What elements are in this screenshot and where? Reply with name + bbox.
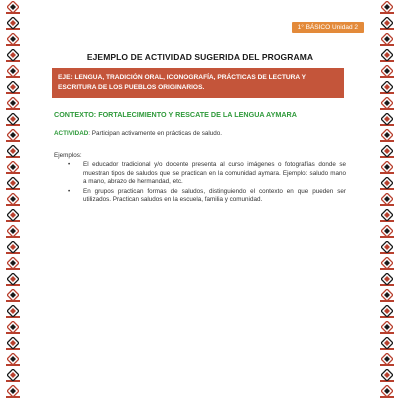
border-motif-icon <box>7 273 19 285</box>
border-motif-icon <box>7 385 19 397</box>
border-motif-icon <box>7 305 19 317</box>
right-decorative-border <box>380 0 394 400</box>
border-motif-icon <box>7 257 19 269</box>
border-motif-icon <box>7 129 19 141</box>
border-motif-icon <box>7 161 19 173</box>
border-motif-icon <box>381 321 393 333</box>
border-motif-icon <box>381 145 393 157</box>
border-motif-icon <box>7 353 19 365</box>
border-motif-icon <box>7 241 19 253</box>
examples-list <box>54 161 346 206</box>
border-motif-icon <box>381 65 393 77</box>
border-motif-icon <box>7 33 19 45</box>
border-motif-icon <box>7 177 19 189</box>
border-motif-icon <box>381 209 393 221</box>
border-motif-icon <box>381 273 393 285</box>
border-motif-icon <box>381 1 393 13</box>
border-motif-icon <box>7 81 19 93</box>
border-motif-icon <box>7 1 19 13</box>
border-motif-icon <box>7 49 19 61</box>
border-motif-icon <box>7 97 19 109</box>
border-motif-icon <box>7 17 19 29</box>
border-motif-icon <box>7 369 19 381</box>
context-heading: CONTEXTO: FORTALECIMIENTO Y RESCATE DE LA LENGUA AYMARA <box>54 110 297 119</box>
border-motif-icon <box>381 241 393 253</box>
border-motif-icon <box>381 177 393 189</box>
border-motif-icon <box>381 33 393 45</box>
border-motif-icon <box>381 225 393 237</box>
border-motif-icon <box>7 145 19 157</box>
border-motif-icon <box>381 193 393 205</box>
border-motif-icon <box>381 385 393 397</box>
border-motif-icon <box>381 257 393 269</box>
level-badge: 1° BÁSICO Unidad 2 <box>292 22 364 33</box>
border-motif-icon <box>381 337 393 349</box>
activity-text: : Participan activamente en prácticas de saludo. <box>88 130 223 137</box>
border-motif-icon <box>7 113 19 125</box>
border-motif-icon <box>7 65 19 77</box>
eje-text: EJE: LENGUA, TRADICIÓN ORAL, ICONOGRAFÍA, PRÁCTICAS DE LECTURA Y ESCRITURA DE LOS PUEBLOS ORIGINARIOS. <box>58 74 306 91</box>
border-motif-icon <box>381 97 393 109</box>
activity-line <box>54 130 360 137</box>
examples-label: Ejemplos: <box>54 152 82 159</box>
border-motif-icon <box>7 289 19 301</box>
right-motif-stack <box>380 0 394 400</box>
example-text: El educador tradicional y/o docente presenta al curso imágenes o fotografías donde se muestran tipos de saludos que se practican en la comunidad aymara. Ejemplo: saludo mano a mano, abrazo de hermandad, etc. <box>83 161 346 186</box>
border-motif-icon <box>381 49 393 61</box>
left-motif-stack <box>6 0 20 400</box>
list-item <box>54 161 346 187</box>
border-motif-icon <box>7 209 19 221</box>
border-motif-icon <box>381 17 393 29</box>
page-title: EJEMPLO DE ACTIVIDAD SUGERIDA DEL PROGRAMA <box>86 52 314 62</box>
border-motif-icon <box>381 113 393 125</box>
bullet-icon: • <box>68 187 71 195</box>
border-motif-icon <box>7 337 19 349</box>
example-text: En grupos practican formas de saludos, distinguiendo el contexto en que pueden ser utilizados. Practican saludos en la escuela, familia y comunidad. <box>83 187 346 204</box>
activity-label: ACTIVIDAD <box>54 130 89 137</box>
border-motif-icon <box>7 225 19 237</box>
eje-box <box>52 68 344 98</box>
border-motif-icon <box>381 353 393 365</box>
bullet-icon: • <box>68 161 71 168</box>
border-motif-icon <box>381 289 393 301</box>
border-motif-icon <box>7 193 19 205</box>
border-motif-icon <box>381 369 393 381</box>
border-motif-icon <box>381 81 393 93</box>
left-decorative-border <box>6 0 20 400</box>
border-motif-icon <box>381 161 393 173</box>
border-motif-icon <box>381 129 393 141</box>
list-item <box>54 188 346 205</box>
border-motif-icon <box>7 321 19 333</box>
border-motif-icon <box>381 305 393 317</box>
